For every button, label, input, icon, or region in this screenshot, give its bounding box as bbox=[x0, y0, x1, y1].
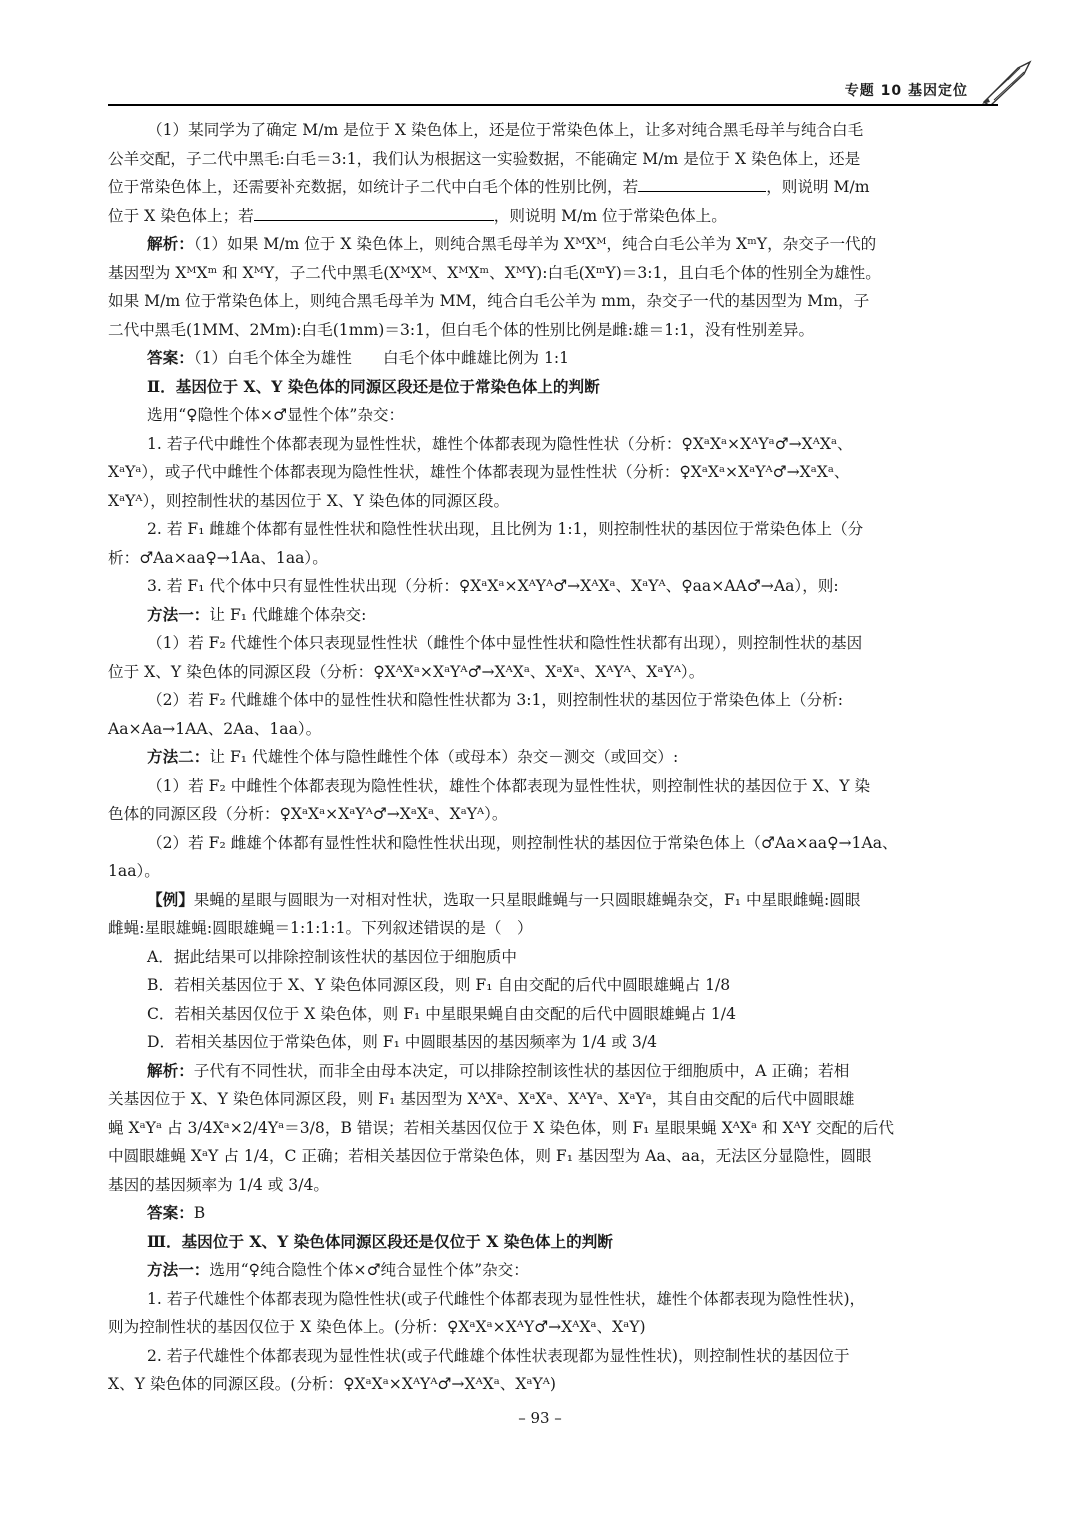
q1-line: 公羊交配，子二代中黑毛:白毛＝3:1，我们认为根据这一实验数据，不能确定 M/m 是位于 X 染色体上，还是 bbox=[108, 149, 861, 168]
option-c: C．若相关基因仅位于 X 染色体，则 F₁ 中星眼果蝇自由交配的后代中圆眼雄蝇占 1/4 bbox=[147, 1004, 736, 1023]
rule-line: 1. 若子代中雌性个体都表现为显性性状，雄性个体都表现为隐性性状（分析：♀XᵃXᵃ×XᴬYᵃ♂→XᴬXᵃ、 bbox=[147, 434, 853, 453]
section-intro: 选用“♀隐性个体×♂显性个体”杂交： bbox=[147, 406, 405, 424]
analysis-line: 蝇 XᵃYᵃ 占 3/4Xᵃ×2/4Yᵃ＝3/8，B 错误；若相关基因仅位于 X 染色体，则 F₁ 星眼果蝇 XᴬXᵃ 和 XᴬY 交配的后代 bbox=[108, 1118, 894, 1137]
rule-line: 色体的同源区段（分析：♀XᵃXᵃ×XᵃYᴬ♂→XᵃXᵃ、XᵃYᴬ）。 bbox=[108, 805, 508, 823]
fountain-pen-icon bbox=[978, 60, 1038, 106]
rule-line: Aa×Aa→1AA、2Aa、1aa）。 bbox=[108, 719, 322, 738]
rule-line: XᵃYᵃ），或子代中雌性个体都表现为隐性性状，雄性个体都表现为显性性状（分析：♀XᵃXᵃ×XᵃYᴬ♂→XᵃXᵃ、 bbox=[108, 463, 850, 481]
analysis-line: 二代中黑毛(1MM、2Mm):白毛(1mm)＝3:1，但白毛个体的性别比例是雌:雄＝1:1，没有性别差异。 bbox=[108, 320, 815, 339]
rule-line: （1）若 F₂ 中雌性个体都表现为隐性性状，雄性个体都表现为显性性状，则控制性状的基因位于 X、Y 染 bbox=[147, 776, 871, 795]
method-line: 方法一：让 F₁ 代雌雄个体杂交: bbox=[147, 604, 367, 624]
analysis-line: 关基因位于 X、Y 染色体同源区段，则 F₁ 基因型为 XᴬXᵃ、XᵃXᵃ、XᴬYᵃ、XᵃYᵃ，其自由交配的后代中圆眼雄 bbox=[108, 1090, 855, 1108]
rule-line: 则为控制性状的基因仅位于 X 染色体上。(分析：♀XᵃXᵃ×XᴬY♂→XᴬXᵃ、XᵃY) bbox=[108, 1318, 646, 1336]
section-heading: Ⅲ．基因位于 X、Y 染色体同源区段还是仅位于 X 染色体上的判断 bbox=[147, 1231, 613, 1251]
rule-line: （2）若 F₂ 雌雄个体都有显性性状和隐性性状出现，则控制性状的基因位于常染色体上（♂Aa×aa♀→1Aa、 bbox=[147, 833, 898, 852]
q1-line-with-blank: 位于常染色体上，还需要补充数据，如统计子二代中白毛个体的性别比例，若 ，则说明 M/m bbox=[108, 173, 1008, 202]
rule-line: X、Y 染色体的同源区段。(分析：♀XᵃXᵃ×XᴬYᴬ♂→XᴬXᵃ、XᵃYᴬ) bbox=[108, 1375, 556, 1393]
chapter-title: 专题 10 基因定位 bbox=[844, 83, 968, 99]
option-d: D．若相关基因位于常染色体，则 F₁ 中圆眼基因的基因频率为 1/4 或 3/4 bbox=[147, 1033, 657, 1051]
analysis-line: 基因型为 XᴹXᵐ 和 XᴹY，子二代中黑毛(XᴹXᴹ、XᴹXᵐ、XᴹY):白毛(XᵐY)＝3:1，且白毛个体的性别全为雄性。 bbox=[108, 263, 881, 282]
rule-line: （2）若 F₂ 代雌雄个体中的显性性状和隐性性状都为 3:1，则控制性状的基因位于常染色体上（分析: bbox=[147, 691, 843, 709]
rule-line: 2. 若子代雄性个体都表现为显性性状(或子代雌雄个体性状表现都为显性性状)，则控制性状的基因位于 bbox=[147, 1346, 850, 1365]
section-heading: Ⅱ．基因位于 X、Y 染色体的同源区段还是位于常染色体上的判断 bbox=[147, 376, 600, 396]
q1-line-with-blank: 位于 X 染色体上；若 ，则说明 M/m 位于常染色体上。 bbox=[108, 202, 1008, 231]
answer-line: 答案：（1）白毛个体全为雄性 白毛个体中雌雄比例为 1:1 bbox=[147, 348, 570, 367]
header-rule bbox=[108, 104, 998, 106]
running-header bbox=[108, 66, 1038, 106]
rule-line: XᵃYᴬ），则控制性状的基因位于 X、Y 染色体的同源区段。 bbox=[108, 491, 510, 510]
rule-line: （1）若 F₂ 代雄性个体只表现显性性状（雌性个体中显性性状和隐性性状都有出现），则控制性状的基因 bbox=[147, 634, 863, 652]
rule-line: 1aa）。 bbox=[108, 862, 160, 880]
rule-line: 位于 X、Y 染色体的同源区段（分析：♀XᴬXᵃ×XᵃYᴬ♂→XᴬXᵃ、XᵃXᵃ、XᴬYᴬ、XᵃYᴬ）。 bbox=[108, 662, 705, 681]
analysis-paragraph: 解析：子代有不同性状，而非全由母本决定，可以排除控制该性状的基因位于细胞质中，A 正确；若相 bbox=[147, 1060, 850, 1080]
analysis-line: 如果 M/m 位于常染色体上，则纯合黑毛母羊为 MM，纯合白毛公羊为 mm，杂交子一代的基因型为 Mm，子 bbox=[108, 292, 870, 310]
rule-line: 1. 若子代雄性个体都表现为隐性性状(或子代雌性个体都表现为显性性状，雄性个体都表现为隐性性状)， bbox=[147, 1289, 866, 1308]
option-a: A．据此结果可以排除控制该性状的基因位于细胞质中 bbox=[147, 947, 517, 966]
example-question-line: 雌蝇:星眼雄蝇:圆眼雄蝇＝1:1:1:1。下列叙述错误的是（ ） bbox=[108, 919, 533, 937]
rule-line: 析：♂Aa×aa♀→1Aa、1aa）。 bbox=[108, 548, 328, 567]
page-number: – 93 – bbox=[518, 1409, 562, 1427]
example-question: 【例】果蝇的星眼与圆眼为一对相对性状，选取一只星眼雌蝇与一只圆眼雄蝇杂交，F₁ 中星眼雌蝇:圆眼 bbox=[147, 889, 861, 909]
method-line: 方法二：让 F₁ 代雄性个体与隐性雌性个体（或母本）杂交－测交（或回交）: bbox=[147, 747, 679, 766]
rule-line: 2. 若 F₁ 雌雄个体都有显性性状和隐性性状出现，且比例为 1:1，则控制性状的基因位于常染色体上（分 bbox=[147, 520, 864, 538]
main-content bbox=[108, 116, 1008, 1399]
analysis-line: 基因的基因频率为 1/4 或 3/4。 bbox=[108, 1175, 330, 1194]
answer-blank bbox=[254, 202, 494, 221]
q1-line: （1）某同学为了确定 M/m 是位于 X 染色体上，还是位于常染色体上，让多对纯合黑毛母羊与纯合白毛 bbox=[147, 121, 864, 139]
analysis-paragraph: 解析：（1）如果 M/m 位于 X 染色体上，则纯合黑毛母羊为 XᴹXᴹ，纯合白毛公羊为 XᵐY，杂交子一代的 bbox=[147, 234, 877, 253]
answer-blank bbox=[638, 173, 766, 192]
option-b: B．若相关基因位于 X、Y 染色体同源区段，则 F₁ 自由交配的后代中圆眼雄蝇占 1/8 bbox=[147, 976, 731, 994]
rule-line: 3. 若 F₁ 代个体中只有显性性状出现（分析：♀XᵃXᵃ×XᴬYᴬ♂→XᴬXᵃ、XᵃYᴬ、♀aa×AA♂→Aa），则: bbox=[147, 577, 839, 595]
method-line: 方法一：选用“♀纯合隐性个体×♂纯合显性个体”杂交： bbox=[147, 1260, 529, 1279]
analysis-line: 中圆眼雄蝇 XᵃY 占 1/4，C 正确；若相关基因位于常染色体，则 F₁ 基因型为 Aa、aa，无法区分显隐性，圆眼 bbox=[108, 1147, 872, 1165]
answer-line: 答案：B bbox=[147, 1203, 206, 1222]
